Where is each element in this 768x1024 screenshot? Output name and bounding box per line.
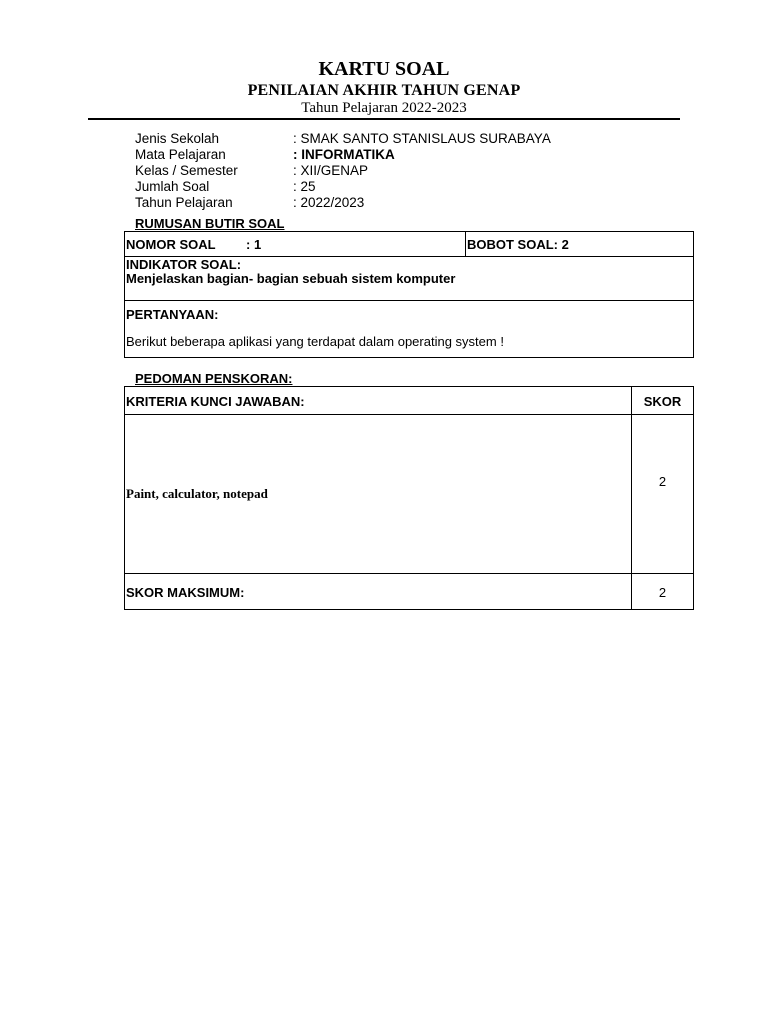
bobot-label: BOBOT SOAL: 2 (467, 237, 569, 252)
info-value: : 2022/2023 (293, 195, 365, 210)
info-label: Tahun Pelajaran (135, 195, 233, 210)
pertanyaan-text: Berikut beberapa aplikasi yang terdapat dalam operating system ! (126, 334, 504, 349)
info-label: Mata Pelajaran (135, 147, 226, 162)
max-score: 2 (658, 585, 667, 600)
info-row-school (135, 131, 551, 147)
kriteria-header: KRITERIA KUNCI JAWABAN: (126, 394, 305, 409)
pedoman-table (124, 386, 694, 610)
info-label: Jumlah Soal (135, 179, 210, 194)
indikator-label: INDIKATOR SOAL: (126, 257, 242, 272)
answer-score-cell (632, 415, 694, 574)
info-row-subject (135, 147, 551, 163)
page-title: KARTU SOAL (318, 58, 450, 80)
bobot-cell (466, 232, 694, 257)
skor-header-cell (632, 387, 694, 415)
skor-header: SKOR (643, 394, 682, 409)
nomor-value: : 1 (246, 237, 262, 252)
max-label-cell (125, 574, 632, 610)
indikator-cell (125, 257, 694, 301)
answer-text: Paint, calculator, notepad (126, 486, 268, 501)
pedoman-heading: PEDOMAN PENSKORAN: (135, 371, 293, 386)
pertanyaan-cell (125, 301, 694, 358)
answer-score: 2 (658, 474, 667, 489)
academic-year-line: Tahun Pelajaran 2022-2023 (301, 100, 467, 116)
exam-subtitle: PENILAIAN AKHIR TAHUN GENAP (247, 82, 521, 99)
rumusan-table (124, 231, 694, 358)
nomor-cell (125, 232, 466, 257)
info-row-year (135, 195, 551, 211)
max-score-cell (632, 574, 694, 610)
info-block (135, 131, 551, 211)
nomor-label: NOMOR SOAL (126, 237, 216, 252)
kriteria-header-cell (125, 387, 632, 415)
rumusan-heading: RUMUSAN BUTIR SOAL (135, 216, 285, 231)
info-value: : SMAK SANTO STANISLAUS SURABAYA (293, 131, 551, 146)
info-label: Kelas / Semester (135, 163, 238, 178)
max-label: SKOR MAKSIMUM: (126, 585, 245, 600)
answer-cell (125, 415, 632, 574)
info-label: Jenis Sekolah (135, 131, 220, 146)
info-value: : XII/GENAP (293, 163, 369, 178)
header-divider (88, 118, 680, 120)
info-value: : 25 (293, 179, 316, 194)
pertanyaan-label: PERTANYAAN: (126, 307, 219, 322)
indikator-text: Menjelaskan bagian- bagian sebuah sistem komputer (126, 271, 456, 286)
info-value: : INFORMATIKA (293, 147, 395, 162)
info-row-count (135, 179, 551, 195)
info-row-class (135, 163, 551, 179)
